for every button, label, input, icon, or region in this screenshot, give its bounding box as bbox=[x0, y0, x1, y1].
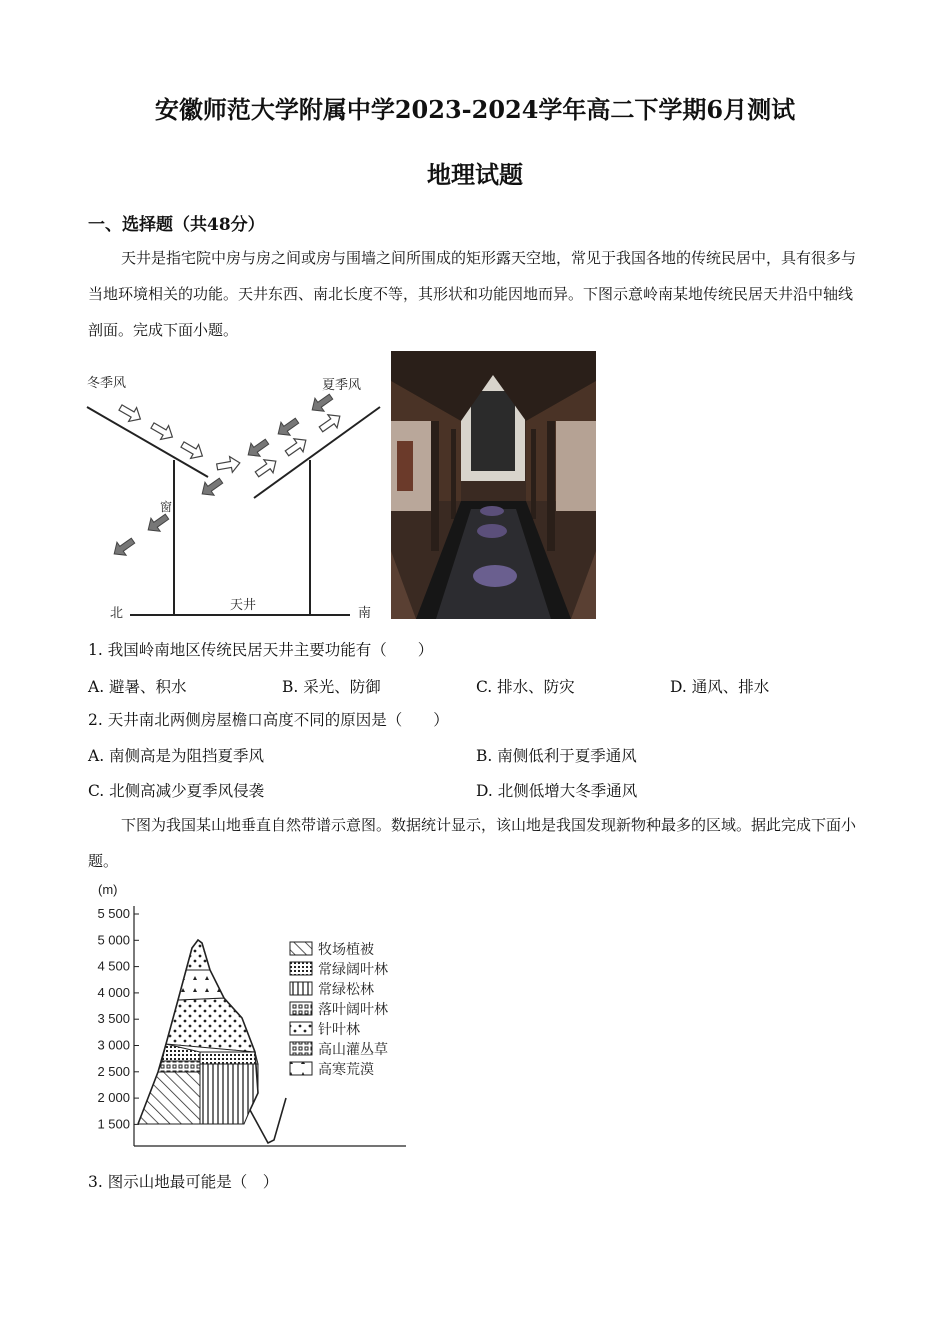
legend-label: 常绿松林 bbox=[318, 981, 374, 997]
question-2-option-a[interactable]: A. 南侧高是为阻挡夏季风 bbox=[88, 747, 265, 765]
page-subtitle: 地理试题 bbox=[427, 160, 523, 189]
y-tick-label: 2 500 bbox=[97, 1063, 130, 1079]
legend-swatch bbox=[290, 982, 312, 995]
legend-label: 高寒荒漠 bbox=[318, 1061, 374, 1077]
courtyard-photo bbox=[391, 351, 596, 619]
legend-label: 针叶林 bbox=[318, 1021, 360, 1037]
legend-label: 落叶阔叶林 bbox=[318, 1001, 388, 1017]
legend-swatch bbox=[290, 1002, 312, 1015]
y-tick-label: 4 000 bbox=[97, 984, 130, 1000]
summer-wind-label: 夏季风 bbox=[322, 377, 362, 392]
y-axis-unit: (m) bbox=[98, 882, 118, 897]
y-tick-label: 5 500 bbox=[97, 906, 130, 921]
page-title: 安徽师范大学附属中学2023-2024学年高二下学期6月测试 bbox=[154, 95, 796, 124]
y-tick-label: 3 500 bbox=[97, 1011, 130, 1027]
y-tick-label: 4 500 bbox=[97, 958, 130, 974]
y-tick-label: 5 000 bbox=[97, 932, 130, 948]
question-1-option-d[interactable]: D. 通风、排水 bbox=[670, 678, 770, 696]
question-2-option-c[interactable]: C. 北侧高减少夏季风侵袭 bbox=[88, 782, 265, 800]
vertical-zonation-chart bbox=[82, 878, 412, 1150]
section-heading: 一、选择题（共48分） bbox=[88, 215, 265, 235]
legend-swatch bbox=[290, 962, 312, 975]
legend-swatch bbox=[290, 1062, 312, 1075]
question-1-option-a[interactable]: A. 避暑、积水 bbox=[88, 678, 187, 696]
legend-label: 牧场植被 bbox=[318, 941, 374, 957]
passage-1: 天井是指宅院中房与房之间或房与围墙之间所围成的矩形露天空地，常见于我国各地的传统民居中，具有很多与当地环境相关的功能。天井东西、南北长度不等，其形状和功能因地而异。下图示意岭南某地传统民居天井沿中轴线剖面。完成下面小题。 bbox=[88, 249, 857, 339]
y-tick-label: 1 500 bbox=[97, 1116, 130, 1132]
question-2-option-d[interactable]: D. 北侧低增大冬季通风 bbox=[476, 782, 638, 800]
legend-label: 常绿阔叶林 bbox=[318, 961, 388, 977]
north-label: 北 bbox=[110, 605, 124, 620]
window-label: 窗 bbox=[160, 500, 173, 514]
question-1-option-b[interactable]: B. 采光、防御 bbox=[282, 678, 381, 696]
passage-2: 下图为我国某山地垂直自然带谱示意图。数据统计显示，该山地是我国发现新物种最多的区域。据此完成下面小题。 bbox=[88, 816, 857, 870]
question-2-stem: 2. 天井南北两侧房屋檐口高度不同的原因是（ ） bbox=[88, 711, 449, 729]
y-tick-label: 3 000 bbox=[97, 1037, 130, 1053]
question-2-option-b[interactable]: B. 南侧低利于夏季通风 bbox=[476, 747, 637, 765]
legend-swatch bbox=[290, 942, 312, 955]
courtyard-label: 天井 bbox=[230, 597, 257, 612]
legend-swatch bbox=[290, 1042, 312, 1055]
south-label: 南 bbox=[358, 605, 372, 620]
legend-swatch bbox=[290, 1022, 312, 1035]
question-3-stem: 3. 图示山地最可能是（ ） bbox=[88, 1173, 279, 1191]
legend-label: 高山灌丛草 bbox=[318, 1041, 388, 1057]
y-tick-label: 2 000 bbox=[97, 1090, 130, 1106]
winter-wind-label: 冬季风 bbox=[87, 375, 127, 390]
question-1-stem: 1. 我国岭南地区传统民居天井主要功能有（ ） bbox=[88, 641, 434, 659]
courtyard-section-diagram bbox=[82, 365, 382, 623]
question-1-option-c[interactable]: C. 排水、防灾 bbox=[476, 678, 575, 696]
